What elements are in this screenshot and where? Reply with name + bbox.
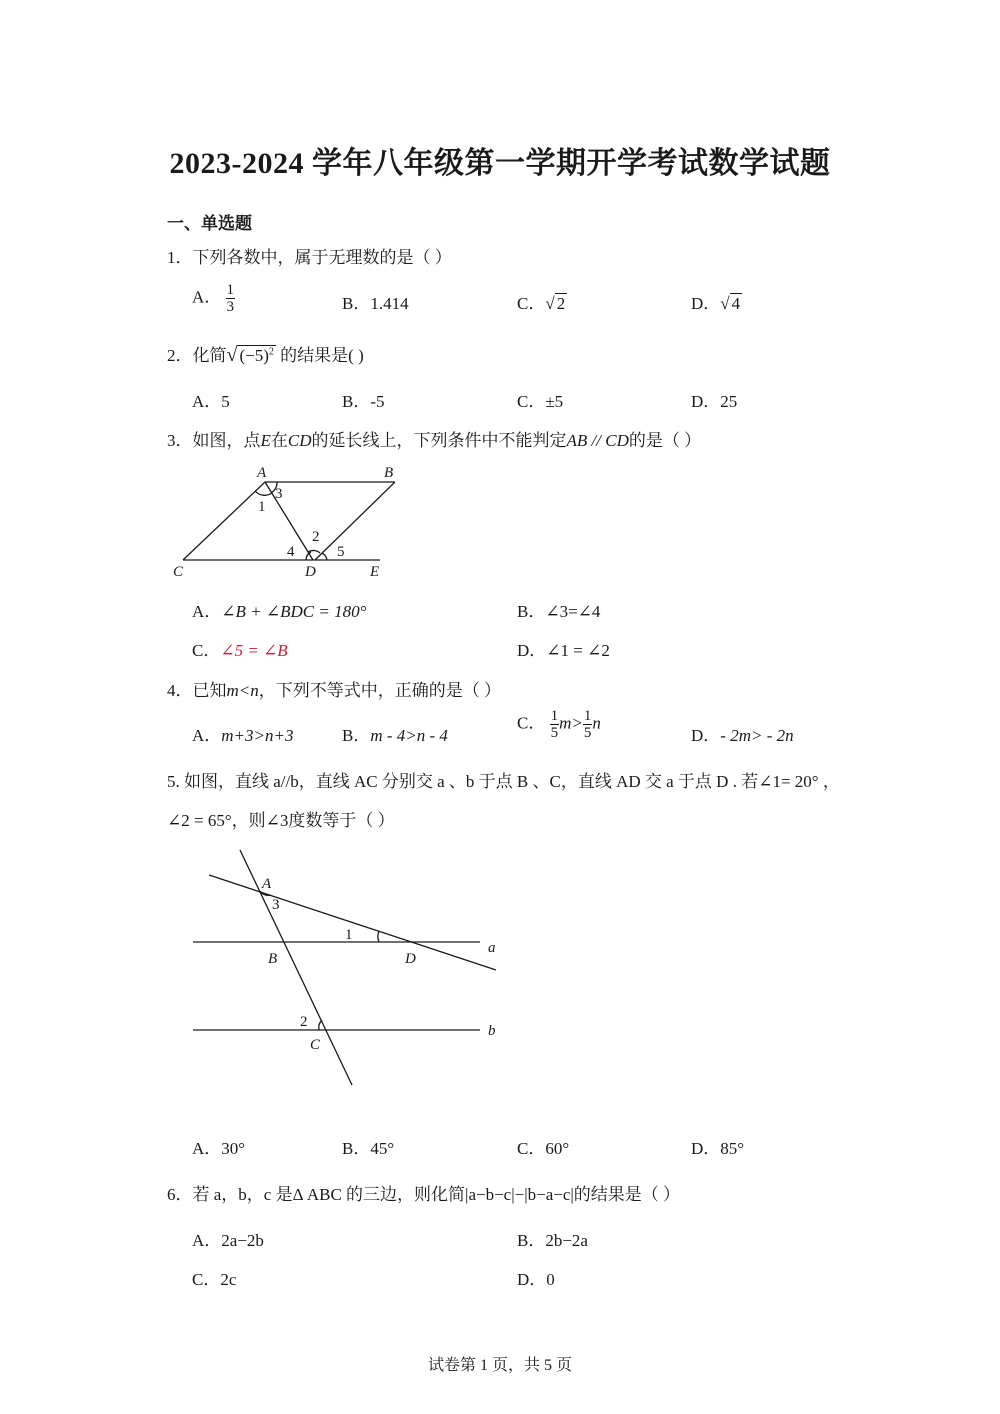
svg-text:C: C xyxy=(310,1037,321,1053)
svg-text:1: 1 xyxy=(345,927,353,943)
q5-option-d[interactable]: D．85° xyxy=(691,1139,745,1158)
question-6-stem: 6．若 a，b，c 是Δ ABC 的三边，则化简|a−b−c|−|b−a−c|的结果是（ ） xyxy=(167,1185,681,1204)
svg-text:1: 1 xyxy=(258,499,266,515)
svg-text:B: B xyxy=(268,951,278,967)
transversal-ac xyxy=(240,850,352,1085)
q3-option-a[interactable]: A．∠B + ∠BDC = 180° xyxy=(192,602,367,621)
svg-text:C: C xyxy=(173,564,184,580)
svg-text:4: 4 xyxy=(287,544,295,560)
q1-option-c[interactable]: C．√ 2 xyxy=(517,294,566,313)
q1-option-d[interactable]: D．√ 4 xyxy=(691,294,741,313)
q2-option-b[interactable]: B．-5 xyxy=(342,392,385,411)
line-ac xyxy=(183,482,265,560)
q4-option-b[interactable]: B．m - 4>n - 4 xyxy=(342,726,448,745)
svg-text:3: 3 xyxy=(275,486,283,502)
svg-text:5: 5 xyxy=(337,544,345,560)
svg-text:a: a xyxy=(488,940,496,956)
svg-text:2: 2 xyxy=(312,529,320,545)
svg-text:B: B xyxy=(384,465,394,481)
q6-option-c[interactable]: C．2c xyxy=(192,1270,237,1289)
svg-text:D: D xyxy=(405,951,416,967)
angle-1-arc xyxy=(378,931,379,942)
q3-figure xyxy=(165,460,395,580)
line-ad xyxy=(209,875,496,970)
angle-2-arc xyxy=(319,1020,322,1030)
svg-text:D: D xyxy=(305,564,316,580)
svg-text:2: 2 xyxy=(300,1014,308,1030)
angle-5-arc xyxy=(322,553,327,560)
svg-text:3: 3 xyxy=(272,897,280,913)
q5-figure xyxy=(185,845,505,1090)
section-heading: 一、单选题 xyxy=(167,214,252,233)
svg-text:A: A xyxy=(262,876,272,892)
q2-option-d[interactable]: D．25 xyxy=(691,392,738,411)
page-title: 2023-2024 学年八年级第一学期开学考试数学试题 xyxy=(169,147,831,180)
q3-option-b[interactable]: B．∠3=∠4 xyxy=(517,602,601,621)
question-4-stem: 4．已知m<n，下列不等式中，正确的是（ ） xyxy=(167,681,501,700)
q2-option-a[interactable]: A．5 xyxy=(192,392,230,411)
q4-option-a[interactable]: A．m+3>n+3 xyxy=(192,726,294,745)
sqrt-icon: √ xyxy=(720,294,730,313)
q2-option-c[interactable]: C．±5 xyxy=(517,392,564,411)
question-1-stem: 1．下列各数中，属于无理数的是（ ） xyxy=(167,248,452,267)
sqrt-icon: √ xyxy=(226,344,238,366)
page-footer: 试卷第 1 页，共 5 页 xyxy=(427,1357,572,1374)
fraction: $\frac{1}{3}$ xyxy=(226,282,235,315)
q6-option-a[interactable]: A．2a−2b xyxy=(192,1231,264,1250)
q1-option-b[interactable]: B．1.414 xyxy=(342,294,409,313)
q5-option-c[interactable]: C．60° xyxy=(517,1139,570,1158)
q6-option-b[interactable]: B．2b−2a xyxy=(517,1231,588,1250)
svg-text:b: b xyxy=(488,1023,496,1039)
q1-option-a[interactable] xyxy=(192,282,235,315)
question-2-stem: 2．化简√ $(-5)^2$ 的结果是( ) xyxy=(167,344,364,366)
q4-option-c[interactable]: C． $\frac{1}{5}$ m> $\frac{1}{5}$ n xyxy=(517,708,601,741)
question-5-line-2: ∠2 = 65°，则∠3度数等于（ ） xyxy=(167,811,395,830)
angle-1-arc xyxy=(255,491,272,495)
q3-option-d[interactable]: D．∠1 = ∠2 xyxy=(517,641,610,660)
q5-option-b[interactable]: B．45° xyxy=(342,1139,395,1158)
question-3-stem: 3．如图，点E在CD的延长线上，下列条件中不能判定AB // CD的是（ ） xyxy=(167,431,702,450)
sqrt-icon: √ xyxy=(545,294,555,313)
q5-option-a[interactable]: A．30° xyxy=(192,1139,246,1158)
question-5-line-1: 5. 如图，直线 a//b，直线 AC 分别交 a 、b 于点 B 、C，直线 AD 交 a 于点 D . 若∠1= 20° ， xyxy=(167,772,840,791)
q3-option-c[interactable]: C．∠5 = ∠B xyxy=(192,641,288,660)
svg-text:E: E xyxy=(370,564,380,580)
svg-text:A: A xyxy=(257,465,267,481)
q6-option-d[interactable]: D．0 xyxy=(517,1270,555,1289)
q4-option-d[interactable]: D．- 2m> - 2n xyxy=(691,726,794,745)
line-bd xyxy=(315,482,395,560)
option-label: A． xyxy=(192,287,222,307)
